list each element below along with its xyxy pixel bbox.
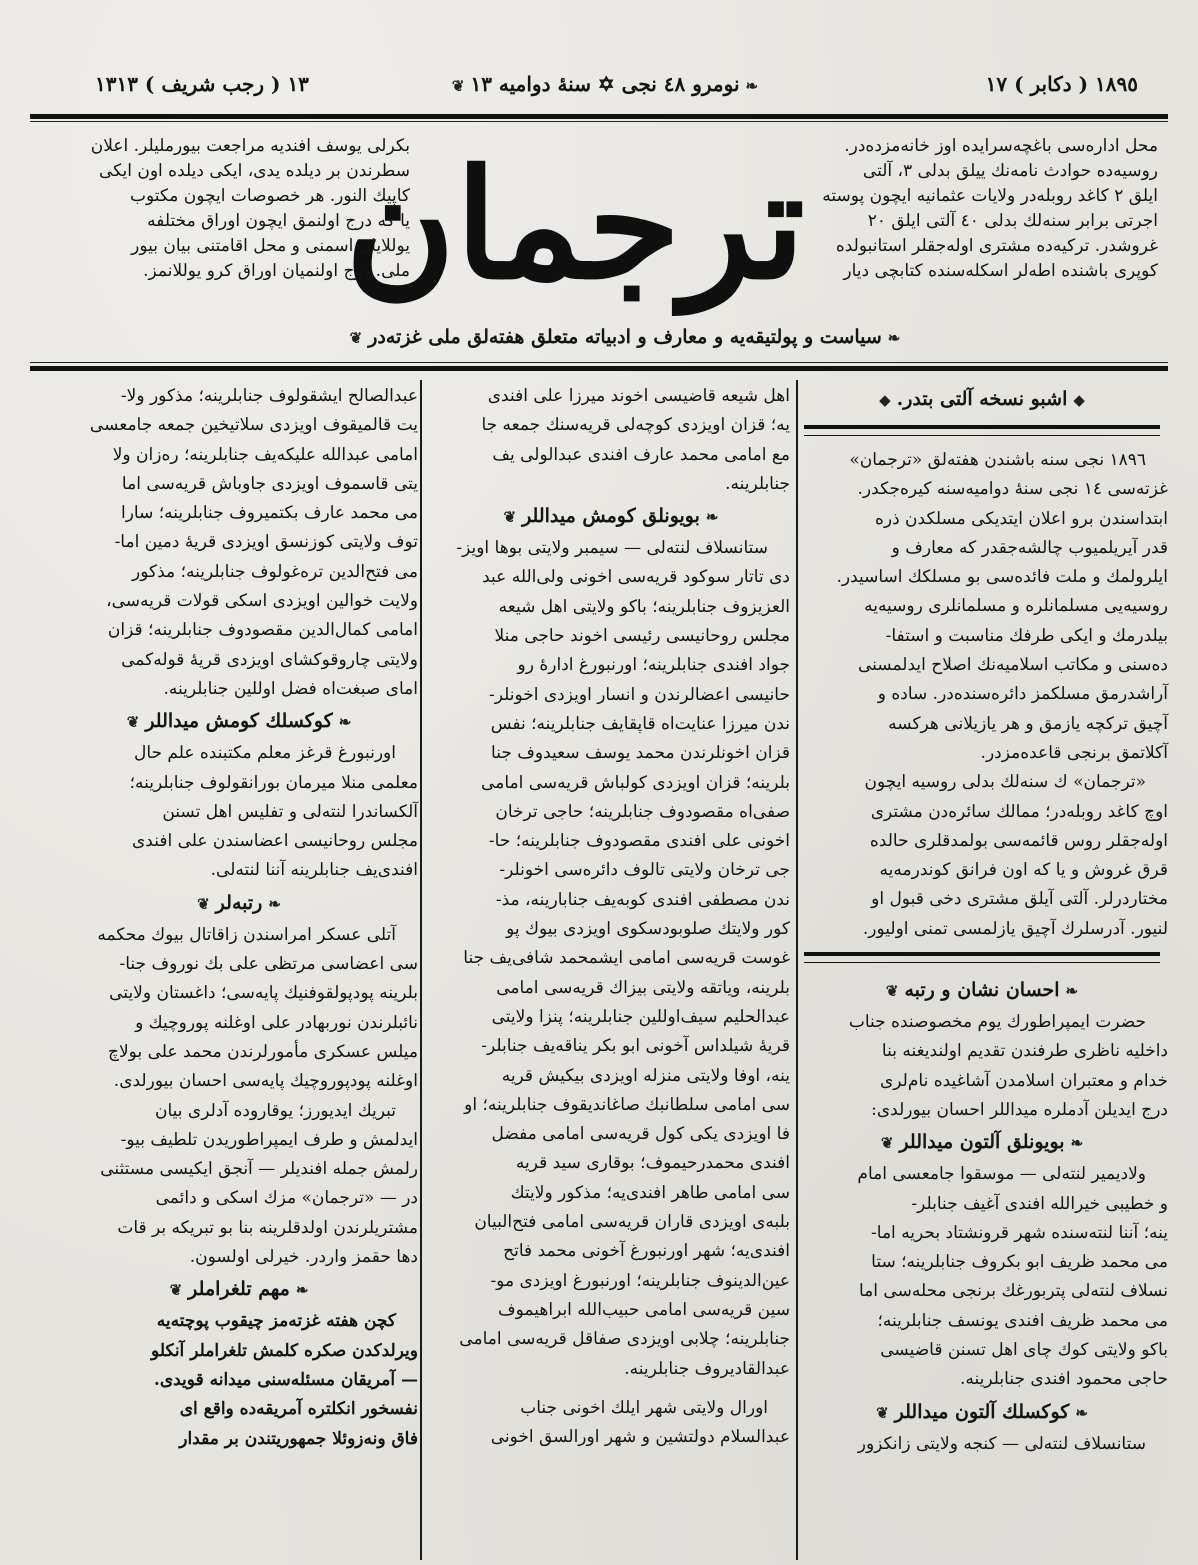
text-line: امامی کمال‌الدین مقصودوف جنابلرینه؛ قزان — [107, 620, 418, 641]
column-left — [60, 382, 418, 1454]
text-line: فا اویزدی یکی کول قریه‌سی امامی مفضل — [491, 1124, 790, 1145]
text-line: حضرت ایمپراطورك یوم مخصوصنده جناب — [848, 1012, 1146, 1033]
section-rule — [804, 952, 1160, 963]
telegrams-heading — [60, 1272, 418, 1307]
text-line: افندی محمدرحیموف؛ بوقاری سید قریه — [515, 1153, 790, 1174]
text-line: عبدالقادیروف جنابلرینه. — [624, 1358, 790, 1379]
notice-line: یا که درج اولنمق ایچون اوراق مختلفه — [147, 211, 410, 231]
ornament-fleuron-icon: ❧ — [1070, 1134, 1084, 1153]
notice-line: یوللایان اسمنی و محل اقامتنی بیان بیور — [131, 236, 410, 256]
text-line: قدر آیریلمیوب چالشه‌جقدر که معارف و — [891, 537, 1168, 558]
text-line: ینه؛ آننا لنته‌سنده شهر قرونشتاد بحریه اما- — [871, 1222, 1168, 1243]
text-line: بلرینه، ویاتقه ولایتی بیزاك قریه‌سی امامی — [496, 977, 790, 998]
text-line: در — «ترجمان» مزك اسکی و دائمی — [155, 1188, 418, 1209]
text-line: ولایتی چاروقوکشای اویزدی قریهٔ قوله‌کمی — [121, 649, 418, 670]
ornament-fleuron-icon: ❧ — [705, 508, 719, 527]
silver-neck-heading — [432, 499, 790, 534]
text-line: آچیق ترکچه یازمق و هر یازیلانی هرکسه — [888, 713, 1168, 734]
text-line: قرق غروش و یا که اون فرانق کوندرمه‌یه — [879, 860, 1168, 881]
ornament-fleuron-icon: ❦ — [169, 1281, 183, 1300]
text-line: ایدلمش و طرف ایمپراطوریدن تلطیف بیو- — [120, 1129, 418, 1150]
text-line: ده‌سنی و مکاتب اسلامیه‌نك اصلاح ایدلمسنی — [858, 655, 1168, 676]
text-line: ایلرولمك و ملت فائده‌سی بو مسلکك اساسیدر. — [836, 567, 1168, 588]
text-line: صفی‌اه مقصودوف جنابلرینه؛ حاجی ترخان — [495, 801, 790, 822]
ornament-fleuron-icon: ❧ — [1065, 982, 1079, 1001]
text-line: مشتریلرندن اولدقلرینه بنا بو تبریکه بر قات — [117, 1217, 418, 1238]
text-line: سین قریه‌سی امامی حبیب‌الله ابراهیموف — [498, 1299, 790, 1320]
column-right — [796, 382, 1168, 1459]
awards-heading — [796, 973, 1168, 1008]
text-line: بیلدرمك و ایکی طرفك مناسبت و استفا- — [885, 625, 1168, 646]
gold-chest-heading — [796, 1395, 1168, 1430]
header-rule — [30, 114, 1168, 119]
awards-heading-text: احسان نشان و رتبه — [904, 979, 1060, 1002]
text-line: ولادیمیر لنته‌لی — موسقوا جامعسی امام — [857, 1164, 1146, 1185]
text-line: العزیزوف جنابلرینه؛ باکو ولایتی اهل شیعه — [498, 596, 790, 617]
text-line: جنابلرینه. — [725, 473, 790, 494]
ornament-fleuron-icon: ❦ — [880, 1134, 894, 1153]
date-gregorian: ١٨٩٥ ( دكابر ) ١٧ — [985, 72, 1138, 96]
text-line: بلرینه پودپولقوفنیك پایه‌سی؛ داغستان ولایتی — [109, 983, 418, 1004]
text-line: کور ولایتك صلوبودسکوی اویزدی بیوك پو — [506, 919, 790, 940]
text-line: یتی قاسموف اویزدی جاوباش قریه‌سی اما — [121, 473, 418, 494]
text-line: امای صبغت‌اه فضل اوللین جنابلرینه. — [163, 678, 418, 699]
masthead-left-notice — [50, 134, 410, 284]
notice-line: بکرلی یوسف افندیه مراجعت بیورملیلر. اعلان — [90, 136, 410, 156]
notice-line: محل ادارەسی باغچەسرایده اوز خانه‌مزده‌در. — [844, 136, 1158, 156]
text-line: حاجی محمود افندی جنابلرینه. — [960, 1369, 1168, 1390]
text-line: دها حقمز واردر. خیرلی اولسون. — [189, 1247, 418, 1268]
text-line: آکلاتمق برنجی قاعده‌مزدر. — [980, 742, 1168, 763]
text-line: جنابلرینه؛ چلابی اویزدی صفاقل قریه‌سی امامی — [459, 1329, 790, 1350]
section-rule — [804, 425, 1160, 436]
subscription — [796, 768, 1168, 944]
telegrams-body — [60, 1307, 418, 1453]
text-line: افندی‌یه؛ شهر اورنبورغ آخونی محمد فاتح — [503, 1241, 790, 1262]
text-line: مجلس روحانیسی رئیسی اخوند حاجی منلا — [494, 626, 790, 647]
text-line: ابتداسندن برو اعلان ایتدیکی مسلکدن ذره — [874, 508, 1168, 529]
text-line: اورنبورغ قرغز معلم مکتبنده علم حال — [133, 743, 396, 764]
column-rule — [420, 380, 422, 1560]
text-line: می فتح‌الدین تره‌غولوف جنابلرینه؛ مذکور — [132, 561, 418, 582]
text-line: آتلی عسکر امراسندن زاقاتال بیوك محکمه — [97, 924, 396, 945]
text-line: جواد افندی جنابلرینه؛ اورنبورغ ادارهٔ رو — [517, 655, 790, 676]
text-line: غوست قریه‌سی امامی ایشمحمد شافی‌یف جنا — [463, 948, 790, 969]
silver-neck-heading-text: بویونلق کومش میداللر — [522, 505, 700, 528]
text-line: سی امامی طاهر افندی‌یه؛ مذکور ولایتك — [510, 1182, 790, 1203]
text-line: ١٨٩٦ نجی سنه باشندن هفته‌لق «ترجمان» — [849, 450, 1146, 470]
ranks-heading — [60, 886, 418, 921]
text-line: ولایت خوالین اویزدی اسکی قولات قریه‌سی، — [106, 591, 418, 612]
notice-line: کوپری باشنده اطه‌لر اسکله‌سنده کتابچی دیار — [843, 261, 1158, 281]
text-line: امامی عبدالله علیکه‌یف جنابلرینه؛ رەزان ولا — [112, 444, 418, 465]
gold-chest-heading-text: کوکسلك آلتون میداللر — [894, 1400, 1070, 1423]
ornament-fleuron-icon: ❧ — [887, 329, 901, 347]
ornament-fleuron-icon: ❦ — [503, 508, 517, 527]
ornament-fleuron-icon: ❦ — [876, 1403, 889, 1422]
text-line: می محمد ظریف افندی یونسف جنابلرینه؛ — [877, 1310, 1168, 1331]
text-line: قزان اخونلرندن محمد یوسف سعیدوف جنا — [491, 743, 790, 764]
ornament-fleuron-icon: ❦ — [349, 329, 363, 347]
text-line: آلکساندرا لنته‌لی و تفلیس اهل تسنن — [162, 801, 418, 822]
text-line: می محمد ظریف ابو بکروف جنابلرینه؛ ستا — [871, 1252, 1168, 1273]
notice-line: ایلق ٢ کاغد روبله‌در ولایات عثمانیه ایچون پوسته — [822, 186, 1158, 206]
text-line: معلمی منلا میرمان بورانقولوف جنابلرینه؛ — [129, 772, 418, 793]
gold-neck-heading-text: بویونلق آلتون میداللر — [899, 1131, 1065, 1154]
text-line: توف ولایتی کوزنسق اویزدی قریهٔ دمین اما- — [114, 532, 418, 553]
ranks-heading-text: رتبه‌لر — [215, 891, 263, 914]
notice-line: ملی. درج اولنمیان اوراق کرو یوللانمز. — [143, 261, 410, 281]
column-middle — [432, 382, 790, 1452]
masthead-right-notice — [778, 134, 1158, 284]
text-line: عبدالحلیم سیف‌اوللین جنابلرینه؛ پنزا ولایتی — [491, 1006, 790, 1027]
header-rule-thin — [30, 121, 1168, 122]
text-line: ندن میرزا عنایت‌اه قاپقایف جنابلرینه؛ نفس — [490, 713, 790, 734]
gold-neck-heading — [796, 1125, 1168, 1160]
text-line: عین‌الدینوف جنابلرینه؛ اورنبورغ اویزدی مو- — [490, 1270, 790, 1291]
text-line: ینه، اوفا ولایتی منزله اویزدی بیکیش قریه — [501, 1065, 790, 1086]
text-line: باکو ولایتی کوك چای اهل تسنن قاضیسی — [880, 1340, 1168, 1361]
subtitle-rule-thin — [30, 362, 1168, 363]
text-line: و خطیبی خیرالله افندی آغیف جنابلر- — [911, 1193, 1168, 1214]
text-line: — آمریقان مسئله‌سنی میدانه قویدی. — [153, 1369, 418, 1390]
ornament-fleuron-icon: ❦ — [126, 713, 140, 732]
text-line: نائبلرندن نوربهادر علی اوغلنه پوروچیك و — [135, 1012, 418, 1033]
text-line: اوچ کاغد روبله‌در؛ ممالك سائره‌دن مشتری — [870, 801, 1168, 822]
text-line: دی تاتار سوکود قریه‌سی اخونی ولی‌الله عبد — [482, 567, 790, 588]
text-line: تبریك ایدیورز؛ یوقاروده آدلری بیان — [154, 1100, 396, 1121]
text-line: رلمش جمله افندیلر — آنجق ایکیسی مستثنی — [100, 1159, 418, 1180]
notice-line: سطرندن بر دیلده یدی، ایکی دیلده اون ایکی — [98, 161, 410, 181]
text-line: لنیور. آدرسلرك آچیق یازلمسی تمنی اولیور. — [862, 918, 1168, 939]
ornament-fleuron-icon: ❧ — [338, 713, 352, 732]
text-line: عبدالسلام دولتشین و شهر اورالسق اخونی — [490, 1427, 790, 1448]
subtitle-rule — [30, 366, 1168, 371]
text-line: اوله‌جقلر روس قائمه‌سی بولمدقلری حالده — [869, 830, 1168, 851]
text-line: داخلیه ناظری طرفندن تقدیم اولندیغنه بنا — [881, 1041, 1168, 1062]
text-line: فاق ونه‌زوئلا جمهوریتندن بر مقدار — [179, 1428, 418, 1449]
telegrams-heading-text: مهم تلغراملر — [188, 1278, 290, 1301]
text-line: آراشدرمق مسلکمز دائره‌سنده‌در. ساده و — [877, 684, 1168, 705]
text-line: «ترجمان» ك سنه‌لك بدلی روسیه ایچون — [864, 772, 1146, 793]
text-line: نسلاف لنته‌لی پتربورغك برنجی محله‌سی اما — [859, 1281, 1168, 1302]
price-heading — [796, 382, 1168, 417]
text-line: مجلس روحانیسی اعضاسندن علی افندی — [131, 831, 418, 852]
text-line: سی اعضاسی مرتظی علی بك نوروف جنا- — [119, 954, 418, 975]
price-heading-text: اشبو نسخه آلتی بتدر. — [896, 388, 1068, 410]
issue-text: نومرو ٤٨ نجی ✡ سنهٔ دوامیه ١٣ — [470, 72, 740, 96]
text-line: غزته‌سی ١٤ نجی سنهٔ دوامیه‌سنه کیره‌جکدر. — [857, 479, 1168, 500]
text-line: یه؛ قزان اویزدی کوچه‌لی قریه‌سنك جمعه جا — [481, 415, 790, 436]
text-line: ستانسلاف لنته‌لی — کنجه ولایتی زانکزور — [857, 1433, 1146, 1454]
announcement — [796, 446, 1168, 768]
text-line: خدام و معتبران اسلامدن آشاغیده نام‌لری — [880, 1070, 1168, 1091]
text-line: حانیسی اعضالرندن و انسار اویزدی اخونلر- — [488, 684, 790, 705]
date-hijri: ١٣ ( رجب شریف ) ١٣١٣ — [95, 72, 309, 96]
subtitle-text: سیاست و پولتیقه‌یه و معارف و ادبیاته متعلق هفته‌لق ملی غزته‌در — [368, 326, 882, 348]
text-line: اهل شیعه قاضیسی اخوند میرزا علی افندی — [487, 386, 790, 406]
text-line: اورال ولایتی شهر ایلك اخونی جناب — [520, 1397, 768, 1418]
text-line: مع امامی محمد عارف افندی عبدالولی یف — [492, 444, 790, 465]
ornament-fleuron-icon: ❧ — [1075, 1403, 1088, 1422]
text-line: بلرینه؛ قزان اویزدی کولباش قریه‌سی امامی — [481, 772, 790, 793]
text-line: جی ترخان ولایتی تالوف دائره‌سی اخونلر- — [499, 860, 790, 881]
masthead-subtitle — [230, 326, 1020, 348]
text-line: ندن مصطفی افندی کوبه‌یف جنابارینه، مذ- — [495, 889, 790, 910]
issue-number — [425, 72, 785, 106]
notice-line: روسیه‌ده حوادث نامه‌نك ییلق بدلی ٣، آلتی — [862, 161, 1158, 181]
notice-line: غروشدر. ترکیه‌ده مشتری اوله‌جقلر استانبولده — [835, 236, 1158, 256]
text-line: روسیه‌یی مسلمانلره و مسلمانلری روسیه‌یه — [864, 596, 1168, 617]
ornament-fleuron-icon: ❧ — [745, 76, 759, 95]
text-line: کچن هفته غزته‌مز چیقوب پوچته‌یه — [156, 1311, 396, 1332]
silver-chest-heading-text: کوکسلك کومش میداللر — [145, 710, 333, 733]
text-line: مختاردرلر. آلتی آیلق مشتری دخی قبول او — [871, 889, 1168, 910]
text-line: بلبه‌ی اویزدی قاران قریه‌سی امامی فتح‌البیان — [474, 1212, 790, 1233]
text-line: اوغلنه پودپوروچیك پایه‌سی احسان بیورلدی. — [113, 1071, 418, 1092]
ornament-fleuron-icon: ❦ — [885, 982, 899, 1001]
text-line: ویرلدکدن صکره کلمش تلغراملر آنکلو — [151, 1340, 418, 1361]
text-line: قریهٔ شیلداس آخونی ابو بکر یناقه‌یف جنابلر- — [481, 1036, 790, 1057]
text-line: نفسخور انکلتره آمریقه‌ده واقع ای — [179, 1399, 418, 1420]
text-line: میلس عسکری مأمورلرندن محمد علی بولاچ — [108, 1041, 418, 1062]
text-line: افندی‌یف جنابلرینه آننا لنته‌لی. — [210, 860, 418, 881]
ornament-fleuron-icon: ❧ — [268, 894, 281, 913]
diamond-icon: ◆ — [879, 391, 891, 409]
text-line: درج ایدیلن آدملره میداللر احسان بیورلدی: — [871, 1099, 1168, 1120]
text-line: عبدالصالح ایشقولوف جنابلرینه؛ مذکور ولا- — [120, 386, 418, 406]
notice-line: کاپیك النور. هر خصوصات ایچون مکتوب — [129, 186, 410, 206]
ornament-fleuron-icon: ❦ — [197, 894, 210, 913]
ornament-fleuron-icon: ❧ — [295, 1281, 309, 1300]
masthead-logo — [345, 135, 805, 325]
text-line: سی امامی سلطانبك صاغاندیقوف جنابلرینه؛ او — [464, 1094, 790, 1115]
logo-title: ترجمان — [345, 137, 805, 313]
notice-line: اجرتی برابر سنه‌لك بدلی ٤٠ آلتی ایلق ٢٠ — [867, 211, 1158, 231]
text-line: می محمد عارف بکتمیروف جنابلرینه؛ سارا — [121, 503, 418, 524]
silver-chest-heading — [60, 704, 418, 739]
ornament-fleuron-icon: ❦ — [451, 76, 465, 95]
text-line: اخونی علی افندی مقصودوف جنابلرینه؛ حا- — [488, 831, 790, 852]
text-line: ستانسلاف لنته‌لی — سیمبر ولایتی بوها اویز- — [456, 538, 768, 559]
text-line: یت قالمیقوف اویزدی سلاتیخین جمعه جامعسی — [89, 415, 418, 436]
diamond-icon: ◆ — [1073, 391, 1085, 409]
